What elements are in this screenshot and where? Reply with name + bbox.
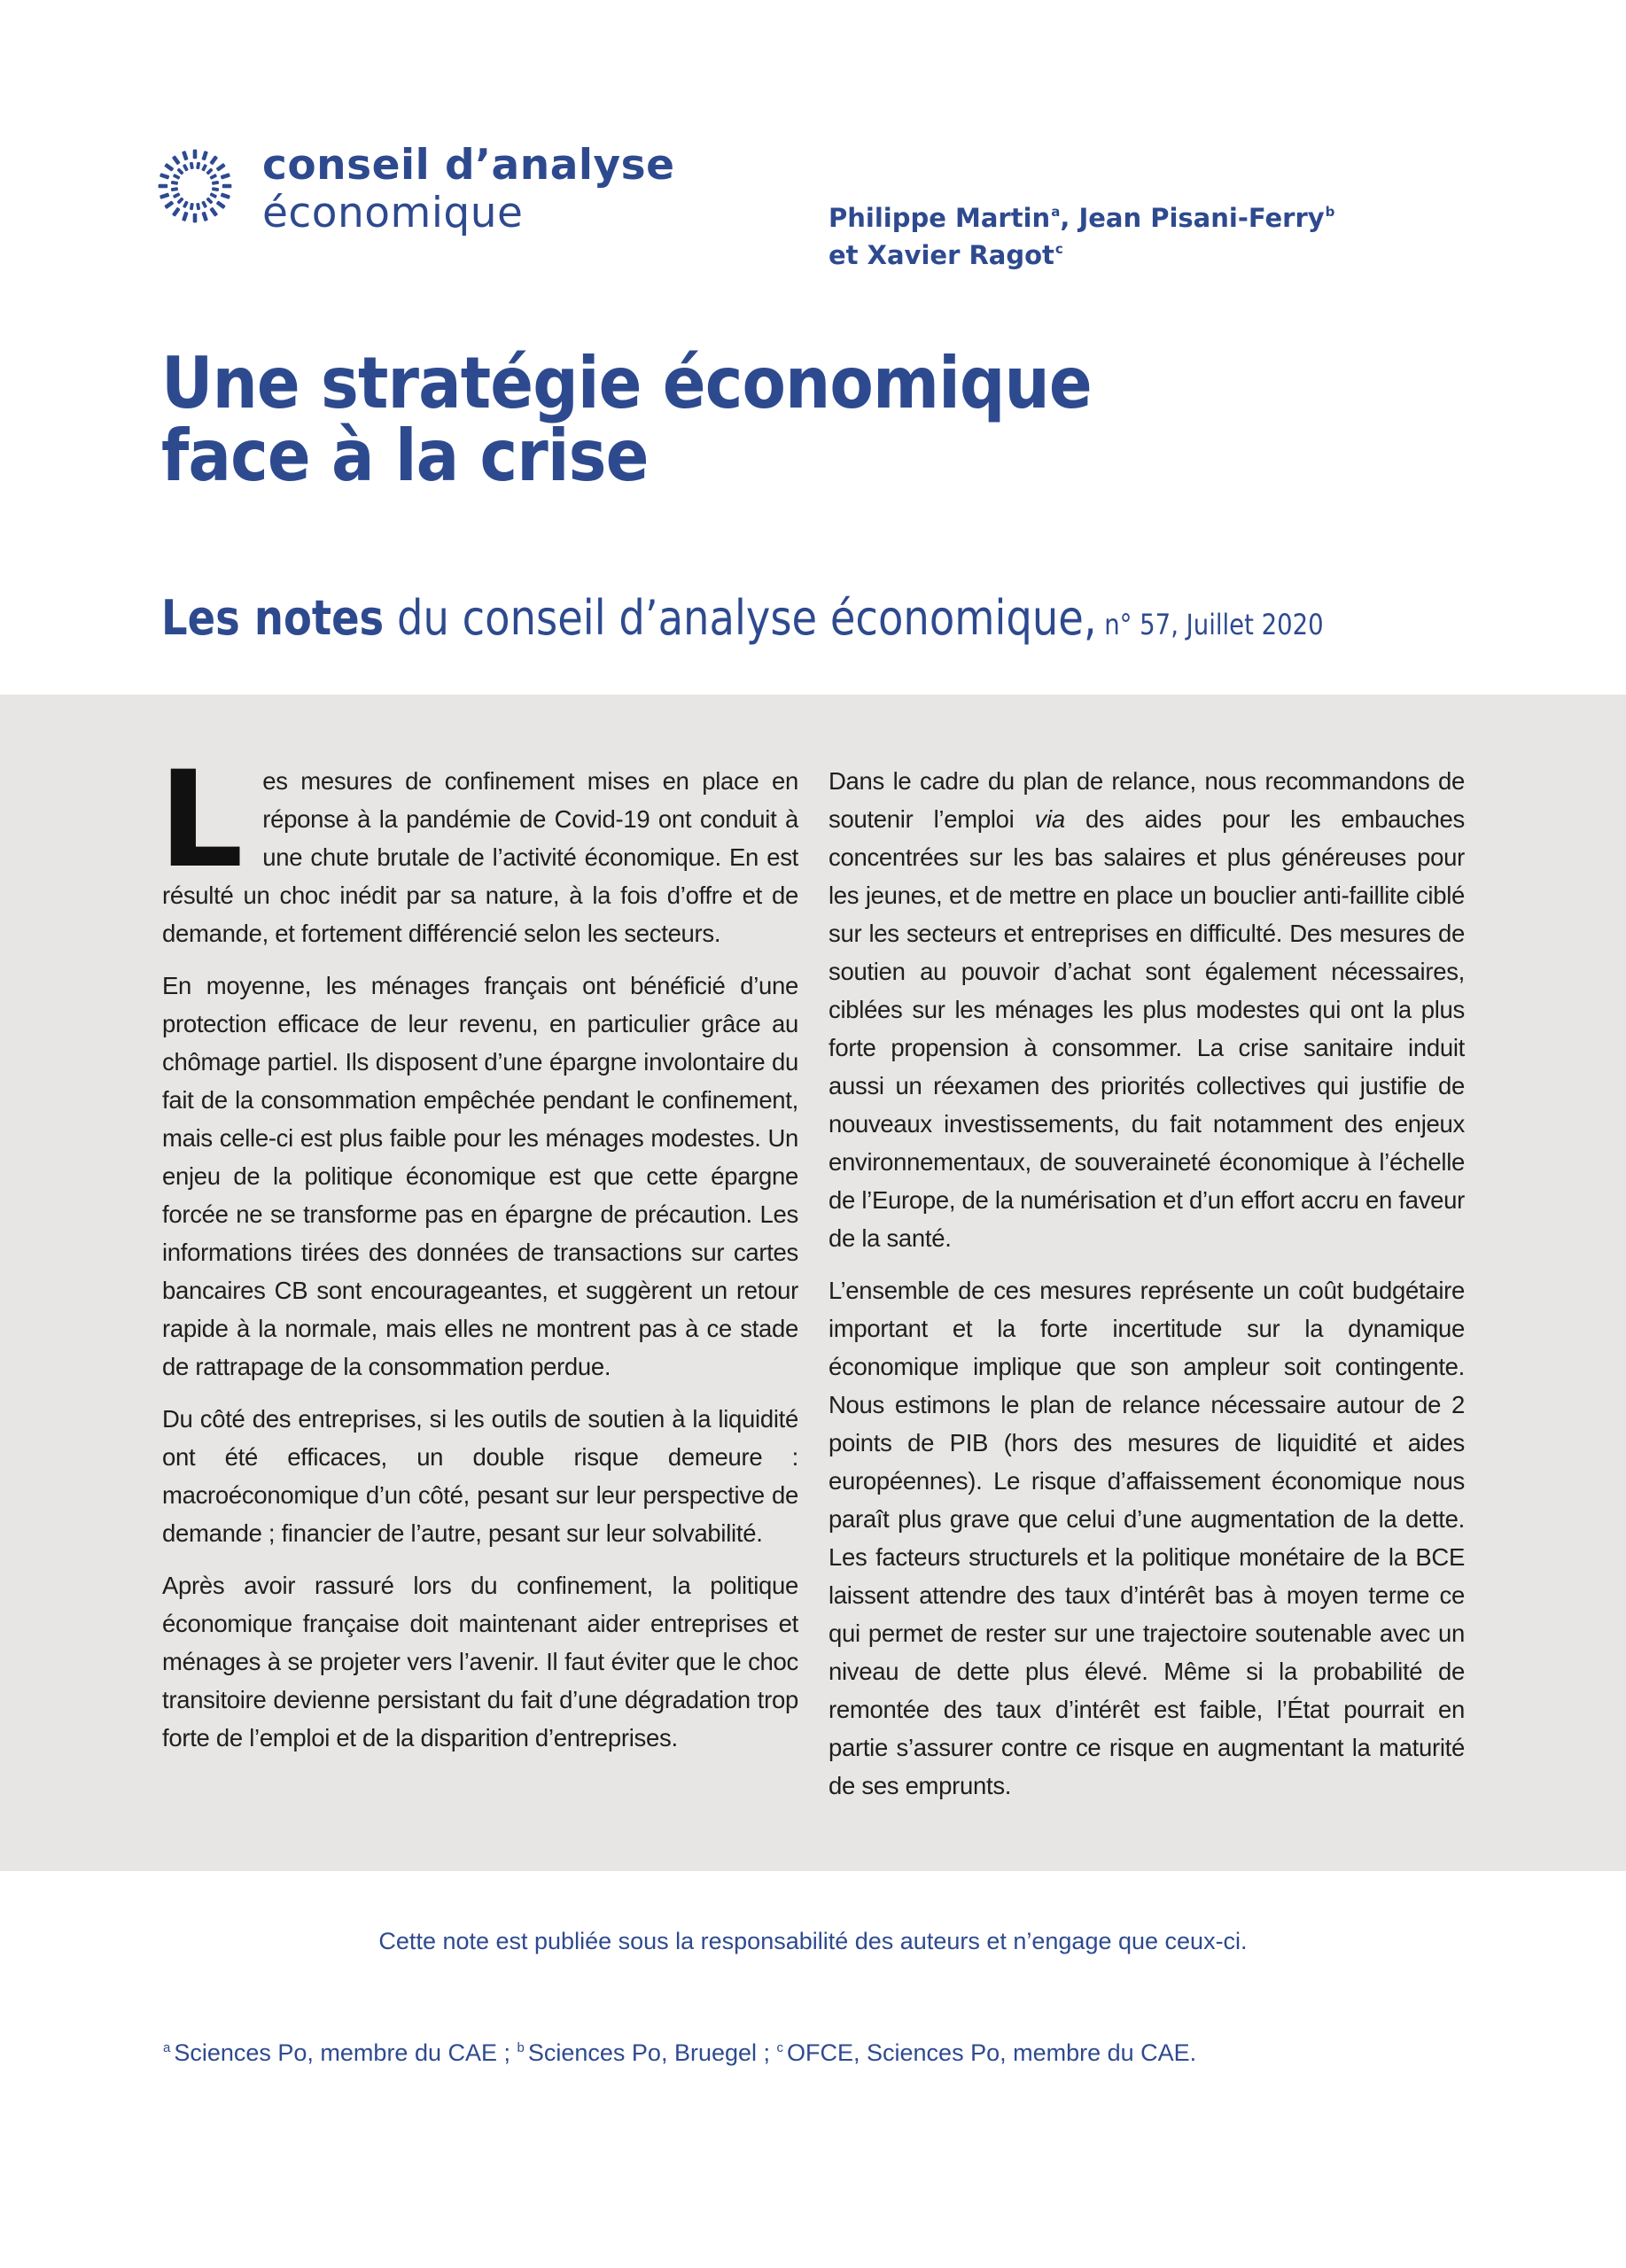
paragraph-text: Dans le cadre du plan de relance, nous recommandons de soutenir l’emploi: [829, 767, 1465, 833]
cae-logo: [156, 142, 675, 237]
footnote-mark: c: [776, 2040, 784, 2055]
author-affiliation-mark: b: [1325, 204, 1335, 220]
title-line-1: Une stratégie économique: [161, 342, 1092, 424]
authors-line-2: [829, 234, 1334, 271]
logo-line-1: conseil d’analyse: [262, 141, 675, 190]
summary-paragraph: Après avoir rassuré lors du confinement, la politique économique française doit maintenant aider entreprises et ménages à se projeter vers l’avenir. Il faut éviter que le choc transitoire devienne persistant du fait d’une dégradation trop forte de l’emploi et de la disparition d’entreprises.: [162, 1572, 798, 1751]
author-separator: ,: [1060, 203, 1079, 233]
issue-number-date: n° 57, Juillet 2020: [1104, 608, 1324, 641]
author-affiliation-mark: c: [1054, 241, 1063, 257]
series-heading: [161, 590, 1324, 646]
page-title: [161, 342, 1092, 497]
summary-paragraph: [159, 743, 798, 952]
logo-wordmark: [262, 142, 675, 237]
author-name: et Xavier Ragot: [829, 240, 1054, 270]
summary-paragraph: En moyenne, les ménages français ont bénéficié d’une protection efficace de leur revenu, en particulier grâce au chômage partiel. Ils disposent d’une épargne involontaire du fait de la consommation empêchée pendant le confinement, mais celle-ci est plus faible pour les ménages modestes. Un enjeu de la politique économique est que cette épargne forcée ne se transforme pas en épargne de précaution. Les informations tirées des données de transactions sur cartes bancaires CB sont encourageantes, et suggèrent un retour rapide à la normale, mais elles ne montrent pas à ce stade de rattrapage de la consommation perdue.: [162, 972, 798, 1380]
title-line-2: face à la crise: [161, 415, 649, 497]
author-name: Jean Pisani-Ferry: [1078, 203, 1325, 233]
summary-paragraph: L’ensemble de ces mesures représente un coût budgétaire important et la forte incertitude sur la dynamique économique implique que son ampleur soit contingente. Nous estimons le plan de relance nécessaire autour de 2 points de PIB (hors des mesures de liquidité et aides européennes). Le risque d’affaissement économique nous paraît plus grave que celui d’une augmentation de la dette. Les facteurs structurels et la politique monétaire de la BCE laissent attendre des taux d’intérêt bas à moyen terme ce qui permet de rester sur une trajectoire soutenable avec un niveau de dette plus élevé. Même si la probabilité de remontée des taux d’intérêt est faible, l’État pourrait en partie s’assurer contre ce risque en augmentant la maturité de ses emprunts.: [829, 1277, 1465, 1799]
footnote-text: OFCE, Sciences Po, membre du CAE.: [787, 2039, 1197, 2066]
footnote-mark: b: [517, 2040, 525, 2055]
authors-line-1: [829, 197, 1334, 234]
series-name-rest: du conseil d’analyse économique,: [384, 590, 1097, 646]
summary-column-right: [829, 762, 1465, 1819]
responsibility-disclaimer: Cette note est publiée sous la responsabilité des auteurs et n’engage que ceux-ci.: [378, 1928, 1248, 1954]
summary-paragraph: Du côté des entreprises, si les outils de soutien à la liquidité ont été efficaces, un double risque demeure : macroéconomique d’un côté, pesant sur leur perspective de demande ; financier de l’autre, pesant sur leur solvabilité.: [162, 1405, 798, 1547]
author-name: Philippe Martin: [829, 203, 1051, 233]
series-name-bold: Les notes: [161, 590, 385, 646]
drop-cap: L: [159, 743, 244, 897]
logo-line-2: économique: [262, 189, 524, 237]
summary-paragraph: [829, 762, 1465, 1257]
footnote-text: Sciences Po, membre du CAE ;: [174, 2039, 517, 2066]
footnote-text: Sciences Po, Bruegel ;: [527, 2039, 777, 2066]
author-footnotes: [163, 2039, 1196, 2067]
italic-term: via: [1034, 805, 1065, 833]
summary-column-left: [159, 743, 798, 1771]
paragraph-text: des aides pour les embauches concentrées sur les bas salaires et plus généreuses pour les jeunes, et de mettre en place un bouclier anti-faillite ciblé sur les secteurs et entreprises en difficulté. Des mesures de soutien au pouvoir d’achat sont également nécessaires, ciblées sur les ménages les plus modestes qui ont la plus forte propension à consommer. La crise sanitaire induit aussi un réexamen des priorités collectives qui justifie de nouveaux investissements, du fait notamment des enjeux environnementaux, de souveraineté économique à l’échelle de l’Europe, de la numérisation et d’un effort accru en faveur de la santé.: [829, 805, 1465, 1252]
author-affiliation-mark: a: [1051, 204, 1061, 220]
authors-block: [829, 197, 1334, 271]
footnote-mark: a: [163, 2040, 171, 2055]
sunburst-logo-icon: [156, 147, 234, 225]
paragraph-text: es mesures de confinement mises en place en réponse à la pandémie de Covid-19 ont conduit à une chute brutale de l’activité économique. En est résulté un choc inédit par sa nature, à la fois d’offre et de demande, et fortement différencié selon les secteurs.: [162, 767, 798, 947]
